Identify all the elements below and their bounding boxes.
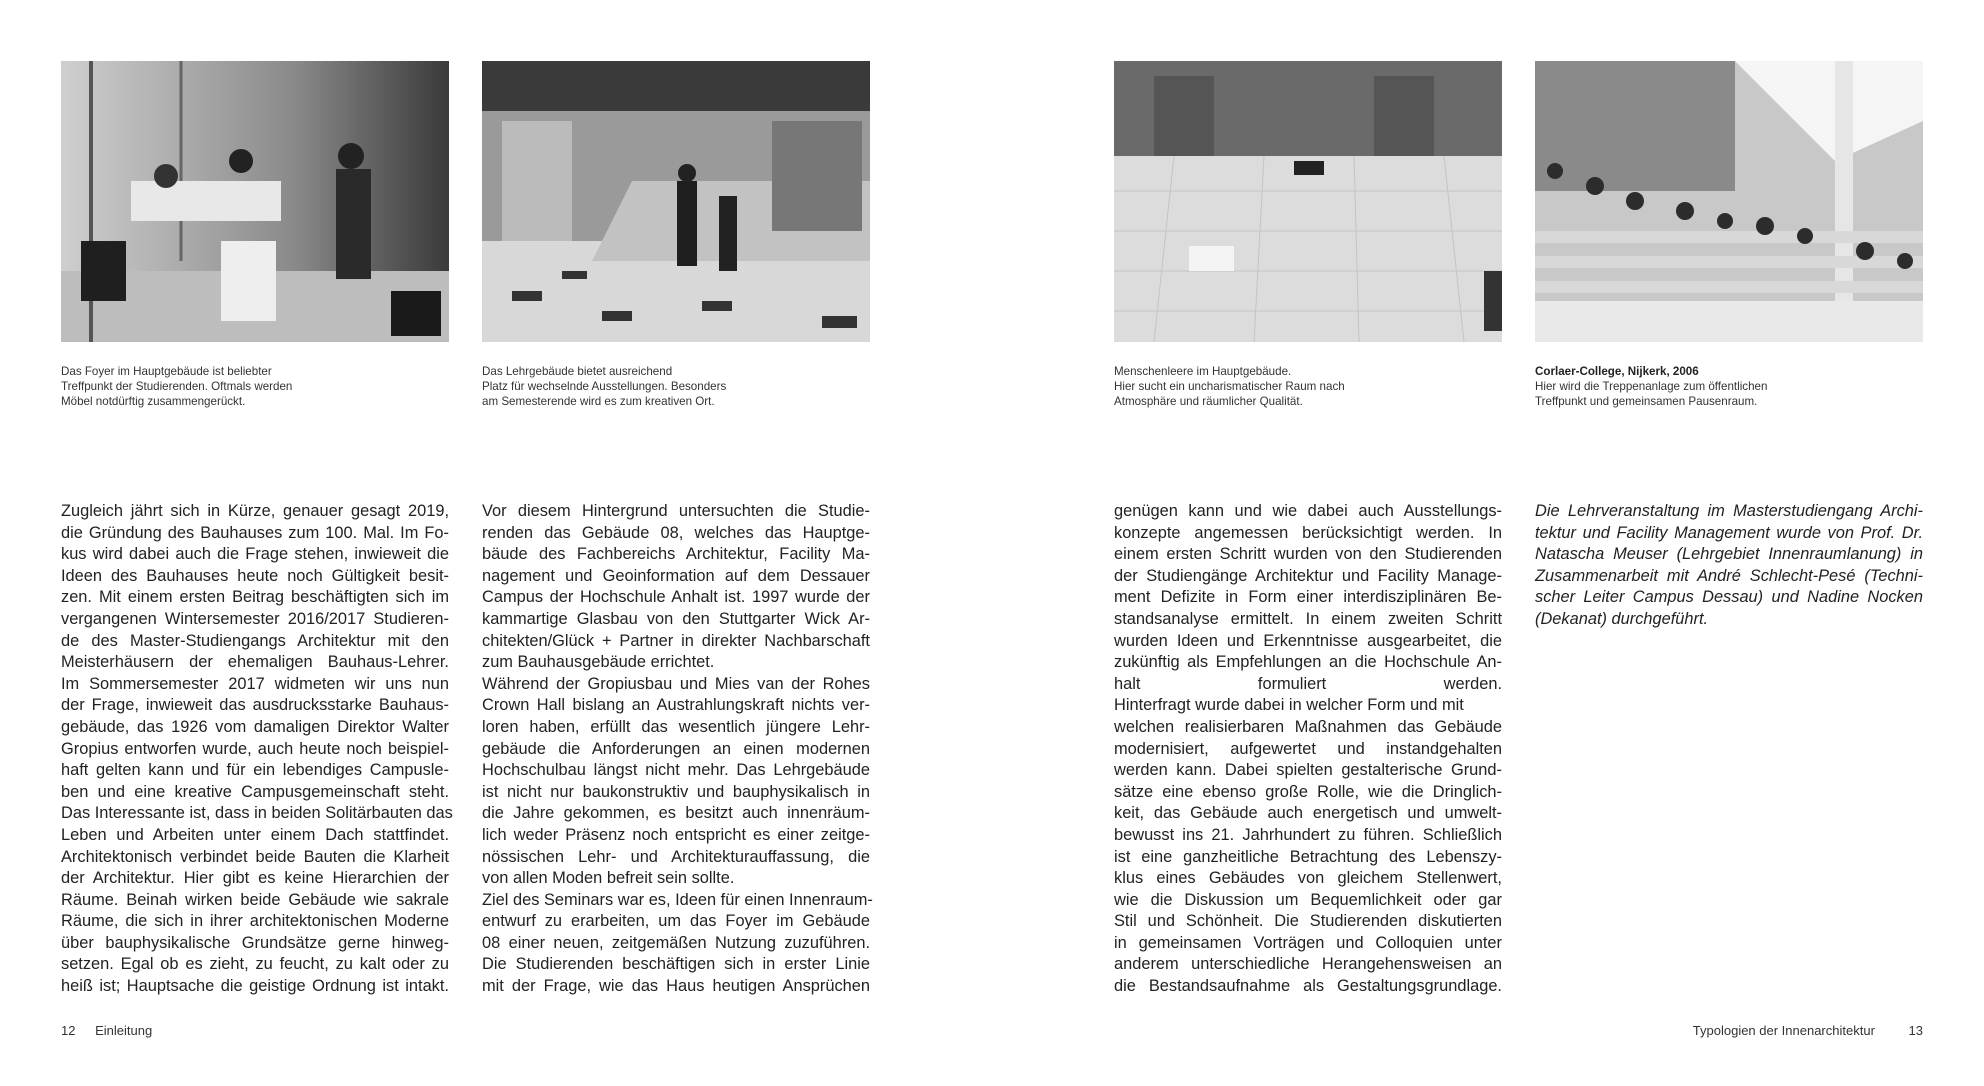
text-line: Die Lehrveranstaltung im Masterstudiengang Archi- (1535, 502, 1923, 520)
text-line: kammartige Glasbau von den Stuttgarter Wick Ar- (482, 609, 870, 628)
caption-photo-1 (61, 364, 449, 409)
text-line: Ideen des Bauhauses heute noch Gültigkeit besit- (61, 566, 449, 585)
text-line: einem ersten Schritt wurden von den Studierenden (1114, 545, 1502, 564)
photo-foyer-students (61, 61, 449, 342)
section-title-left: Einleitung (95, 1023, 153, 1038)
caption-line: Möbel notdürftig zusammengerückt. (61, 395, 246, 408)
text-line: ist eine ganzheitliche Betrachtung des Lebenszy- (1114, 847, 1502, 866)
footer-left (61, 1023, 152, 1038)
caption-title: Corlaer-College, Nijkerk, 2006 (1535, 365, 1699, 378)
caption-line: Menschenleere im Hauptgebäude. (1114, 365, 1292, 378)
text-line: zukünftig als Empfehlungen an die Hochschule An- (1114, 653, 1502, 672)
text-line: der Studiengänge Architektur und Facility Manage- (1114, 566, 1502, 585)
text-line: loren haben, erfüllt das wesentlich jüngere Lehr- (482, 717, 870, 736)
caption-line: am Semesterende wird es zum kreativen Ort. (482, 395, 715, 408)
text-line: die Gründung des Bauhauses zum 100. Mal. Im Fo- (61, 523, 449, 542)
body-column-4-credits (1535, 501, 1923, 631)
text-line: die Jahre gekommen, es besitzt auch innenräum- (482, 804, 870, 823)
text-line: wurden Ideen und Erkenntnisse ausgearbeitet, die (1114, 631, 1502, 650)
caption-line: Das Foyer im Hauptgebäude ist beliebter (61, 365, 272, 378)
text-line: Die Studierenden beschäftigen sich in erster Linie (482, 955, 870, 974)
text-line: bäude des Fachbereichs Architektur, Facility Ma- (482, 545, 870, 564)
caption-photo-2 (482, 364, 870, 409)
text-line: Räume, die sich in ihrer architektonischen Moderne (61, 912, 449, 931)
text-line: werden kann. Dabei spielten gestalterische Grund- (1114, 761, 1502, 780)
text-line: Vor diesem Hintergrund untersuchten die Studie- (482, 502, 870, 520)
text-line: setzen. Egal ob es zieht, zu feucht, zu kalt oder zu (61, 955, 449, 974)
text-line: Zusammenarbeit mit André Schlecht-Pesé (Techni- (1535, 566, 1923, 585)
text-line: Meisterhäusern der ehemaligen Bauhaus-Lehrer. (61, 653, 449, 672)
text-line: Crown Hall bislang an Austrahlungskraft nichts ver- (482, 696, 870, 715)
text-line: gebäude, das 1926 vom damaligen Direktor Walter (61, 717, 449, 736)
caption-line: Platz für wechselnde Ausstellungen. Besonders (482, 380, 727, 393)
text-line: Natascha Meuser (Lehrgebiet Innenraumlanung) in (1535, 545, 1923, 564)
body-column-2 (482, 501, 873, 998)
caption-photo-3 (1114, 364, 1502, 409)
text-line: mit der Frage, wie das Haus heutigen Ansprüchen (482, 977, 870, 996)
text-line: haft gelten kann und für ein lebendiges Campusle- (61, 761, 449, 780)
caption-line: Das Lehrgebäude bietet ausreichend (482, 365, 673, 378)
text-line: bewusst ins 21. Jahrhundert zu führen. Schließlich (1114, 825, 1502, 844)
text-line: standsanalyse ermittelt. In einem zweiten Schritt (1114, 609, 1502, 628)
text-line: lich weder Präsenz noch entspricht es einer zeitge- (482, 825, 870, 844)
body-column-3 (1114, 501, 1502, 998)
caption-line: Treffpunkt der Studierenden. Oftmals werden (61, 380, 293, 393)
text-line: anderem unterschiedliche Herangehensweisen an (1114, 955, 1502, 974)
text-line: Hochschulbau längst nicht mehr. Das Lehrgebäude (482, 761, 870, 780)
text-line: ben und eine kreative Campusgemeinschaft steht. (61, 782, 449, 801)
text-line: welchen realisierbaren Maßnahmen das Gebäude (1114, 717, 1502, 736)
text-line: in gemeinsamen Vorträgen und Colloquien unter (1114, 933, 1502, 952)
text-line: Während der Gropiusbau und Mies van der Rohes (482, 674, 870, 693)
text-line: (Dekanat) durchgeführt. (1535, 609, 1709, 628)
text-line: die Bestandsaufnahme als Gestaltungsgrundlage. (1114, 977, 1502, 996)
text-line: über bauphysikalische Grundsätze gerne hinweg- (61, 933, 449, 952)
text-line: Hinterfragt wurde dabei in welcher Form und mit (1114, 696, 1464, 715)
footer-right (1693, 1023, 1923, 1038)
text-line: Gropius entworfen wurde, auch heute noch beispiel- (61, 739, 449, 758)
text-line: nagement und Geoinformation auf dem Dessauer (482, 566, 870, 585)
page-number-left: 12 (61, 1023, 76, 1038)
text-line: Zugleich jährt sich in Kürze, genauer gesagt 2019, (61, 502, 449, 520)
caption-line: Hier wird die Treppenanlage zum öffentlichen (1535, 380, 1768, 393)
caption-line: Hier sucht ein uncharismatischer Raum nach (1114, 380, 1345, 393)
text-line: Im Sommersemester 2017 widmeten wir uns nun (61, 674, 449, 693)
text-line: halt formuliert werden. (1114, 674, 1502, 693)
text-line: zen. Mit einem ersten Beitrag beschäftigten sich im (61, 588, 449, 607)
section-title-right: Typologien der Innenarchitektur (1692, 1023, 1875, 1038)
text-line: Ziel des Seminars war es, Ideen für einen Innenraum- (482, 890, 873, 909)
text-line: von allen Moden befreit sein sollte. (482, 869, 735, 888)
text-line: sätze eine ebenso große Rolle, wie die Dringlich- (1114, 782, 1502, 801)
text-line: konzepte angemessen berücksichtigt werden. In (1114, 523, 1502, 542)
text-line: keit, das Gebäude auch energetisch und umwelt- (1114, 804, 1502, 823)
photo-teaching-building (482, 61, 870, 342)
text-line: ment Defizite in Form einer interdisziplinären Be- (1114, 588, 1502, 607)
text-line: tektur und Facility Management wurde von Prof. Dr. (1535, 523, 1923, 542)
body-column-1 (61, 501, 453, 998)
text-line: Das Interessante ist, dass in beiden Solitärbauten das (61, 804, 453, 823)
text-line: modernisiert, aufgewertet und instandgehalten (1114, 739, 1502, 758)
text-line: de des Master-Studiengangs Architektur mit den (61, 631, 449, 650)
text-line: Räume. Beinah wirken beide Gebäude wie sakrale (61, 890, 449, 909)
text-line: kus wird dabei auch die Frage stehen, inwieweit die (61, 545, 449, 564)
text-line: der Architektur. Hier gibt es keine Hierarchien der (61, 869, 449, 888)
text-line: ist nicht nur baukonstruktiv und bauphysikalisch in (482, 782, 870, 801)
text-line: zum Bauhausgebäude errichtet. (482, 653, 715, 672)
text-line: Architektonisch verbindet beide Bauten die Klarheit (61, 847, 449, 866)
text-line: heiß ist; Hauptsache die geistige Ordnung ist intakt. (61, 977, 449, 996)
text-line: vergangenen Wintersemester 2016/2017 Studieren- (61, 609, 449, 628)
text-line: nössischen Lehr- und Architekturauffassung, die (482, 847, 870, 866)
text-line: genügen kann und wie dabei auch Ausstellungs- (1114, 502, 1502, 520)
text-line: Stil und Schönheit. Die Studierenden diskutierten (1114, 912, 1502, 931)
page-number-right: 13 (1908, 1023, 1923, 1038)
text-line: 08 einer neuen, zeitgemäßen Nutzung zuzuführen. (482, 933, 870, 952)
text-line: entwurf zu erarbeiten, um das Foyer im Gebäude (482, 912, 870, 931)
caption-line: Treffpunkt und gemeinsamen Pausenraum. (1535, 395, 1758, 408)
text-line: Campus der Hochschule Anhalt ist. 1997 wurde der (482, 588, 870, 607)
text-line: klus eines Gebäudes von gleichem Stellenwert, (1114, 869, 1502, 888)
text-line: chitekten/Glück + Partner in direkter Nachbarschaft (482, 631, 870, 650)
caption-photo-4 (1535, 364, 1923, 409)
text-line: renden das Gebäude 08, welches das Hauptge- (482, 523, 870, 542)
photo-empty-main-building (1114, 61, 1502, 342)
text-line: der Frage, inwieweit das ausdrucksstarke Bauhaus- (61, 696, 449, 715)
text-line: Leben und Arbeiten unter einem Dach stattfindet. (61, 825, 449, 844)
text-line: scher Leiter Campus Dessau) und Nadine Nocken (1535, 588, 1923, 607)
text-line: gebäude die Anforderungen an einen modernen (482, 739, 870, 758)
caption-line: Atmosphäre und räumlicher Qualität. (1114, 395, 1303, 408)
photo-corlaer-college (1535, 61, 1923, 342)
text-line: wie die Diskussion um Bequemlichkeit oder gar (1114, 890, 1502, 909)
